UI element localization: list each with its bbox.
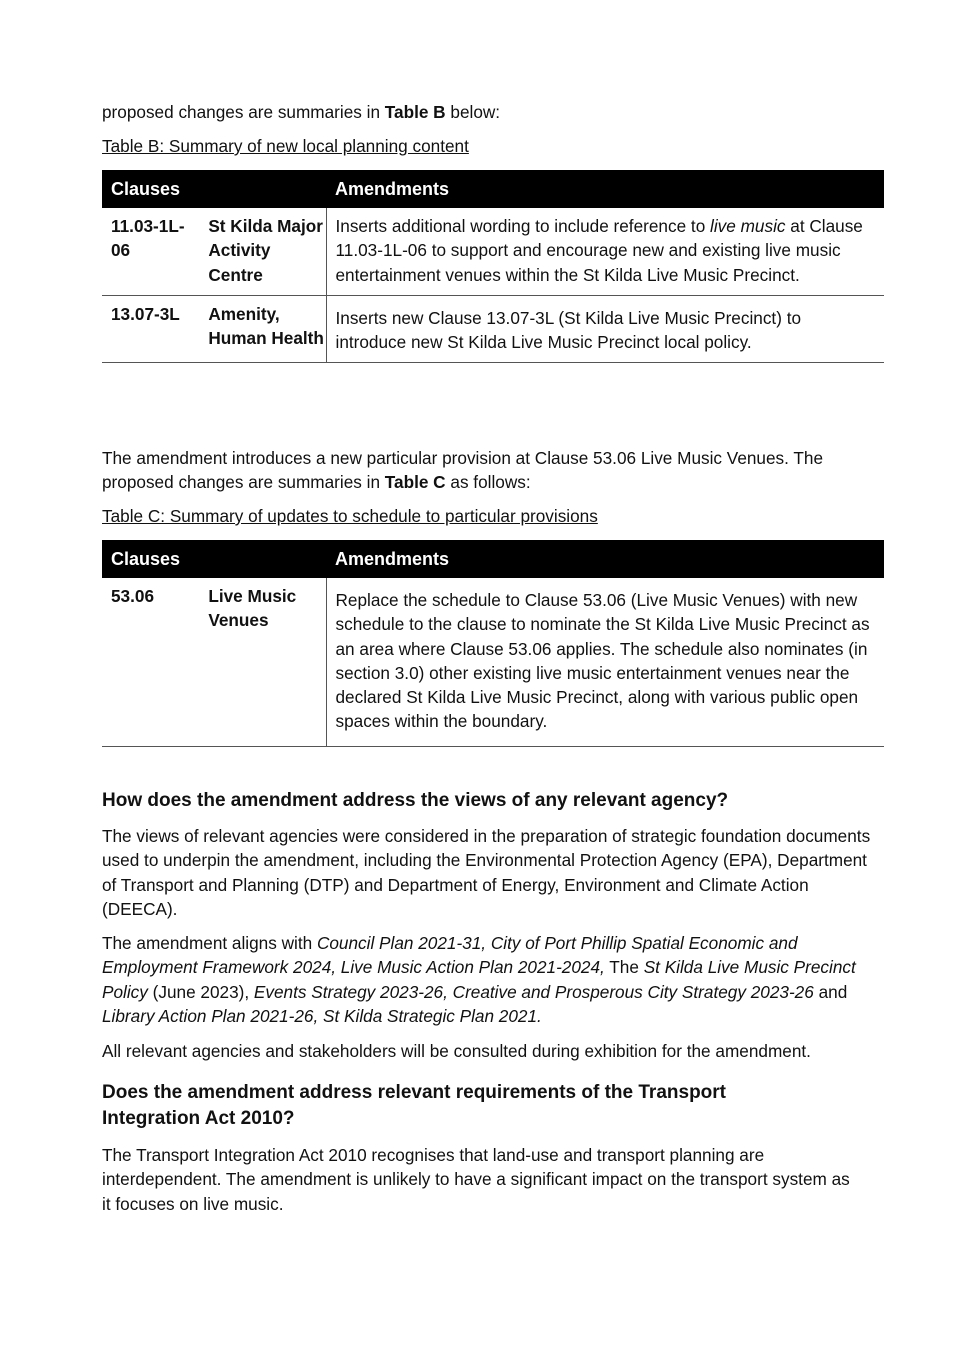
clause-name: Amenity, Human Health [190,295,326,363]
clause-code: 53.06 [102,578,190,746]
transport-heading: Does the amendment address relevant requirements of the Transport Integration Act 2010? [102,1082,727,1129]
table-row [102,578,884,746]
agency-paragraph-1: The views of relevant agencies were considered in the preparation of strategic foundation documents used to underpin the amendment, including the Environmental Protection Agency (EPA), Department of Transport and Planning (DTP) and Department of Energy, Environment and Climate Action (DEECA). [102,826,871,919]
table-b-header-clauses: Clauses [102,170,326,208]
agency-heading: How does the amendment address the views of any relevant agency? [102,790,729,811]
table-c-caption: Table C: Summary of updates to schedule to particular provisions [102,506,598,526]
amendment-text: Inserts new Clause 13.07-3L (St Kilda Live Music Precinct) to introduce new St Kilda Live Music Precinct local policy. [326,295,884,363]
table-c [102,540,884,747]
table-b-header-amendments: Amendments [326,170,884,208]
clause-name: St Kilda Major Activity Centre [190,208,326,295]
table-c-header-row [102,540,884,578]
table-c-header-amendments: Amendments [326,540,884,578]
table-row [102,208,884,295]
agency-paragraph-3: All relevant agencies and stakeholders will be consulted during exhibition for the amendment. [102,1041,811,1061]
clause-name: Live Music Venues [190,578,326,746]
table-row [102,295,884,363]
amendment-text: Inserts additional wording to include reference to live music at Clause 11.03-1L-06 to support and encourage new and existing live music entertainment venues within the St Kilda Live Music Precinct. [326,208,884,295]
table-b-caption: Table B: Summary of new local planning content [102,136,469,156]
intro-paragraph: proposed changes are summaries in Table B below: [102,102,501,122]
clause-code: 13.07-3L [102,295,190,363]
clause-code: 11.03-1L-06 [102,208,190,295]
table-b [102,170,884,363]
table-c-intro-paragraph: The amendment introduces a new particular provision at Clause 53.06 Live Music Venues. The proposed changes are summaries in Table C as follows: [102,448,824,493]
table-c-header-clauses: Clauses [102,540,326,578]
transport-paragraph: The Transport Integration Act 2010 recognises that land-use and transport planning are interdependent. The amendment is unlikely to have a significant impact on the transport system as it focuses on live music. [102,1145,850,1214]
agency-paragraph-2: The amendment aligns with Council Plan 2021-31, City of Port Phillip Spatial Economic and Employment Framework 2024, Live Music Action Plan 2021-2024, The St Kilda Live Music Precinct Policy (June 2023), Events Strategy 2023-26, Creative and Prosperous City Strategy 2023-26 and Library Action Plan 2021-26, St Kilda Strategic Plan 2021. [102,933,856,1026]
table-b-header-row [102,170,884,208]
amendment-text: Replace the schedule to Clause 53.06 (Live Music Venues) with new schedule to the clause to nominate the St Kilda Live Music Precinct as an area where Clause 53.06 applies. The schedule also nominates (in section 3.0) other existing live music entertainment venues near the declared St Kilda Live Music Precinct, along with various public open spaces within the boundary. [326,578,884,746]
